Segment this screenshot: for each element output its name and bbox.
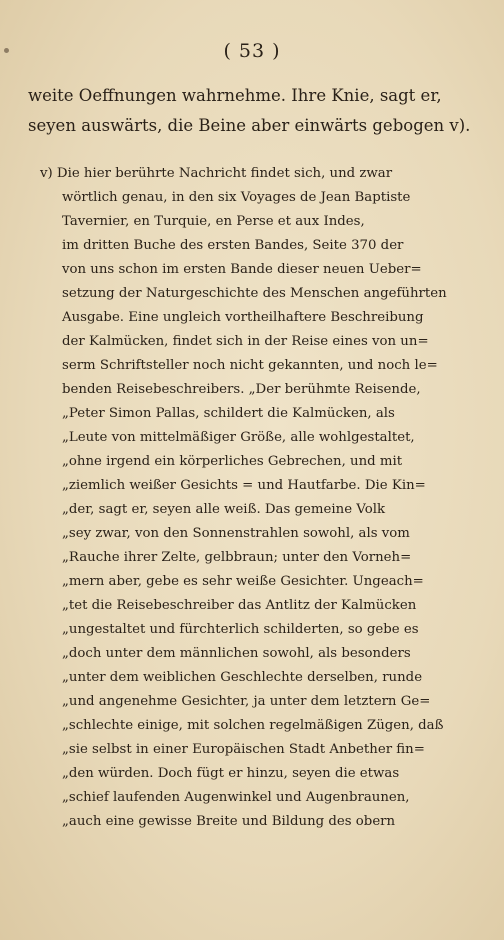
footnote-line: Ausgabe. Eine ungleich vortheilhaftere Beschreibung <box>62 310 424 325</box>
footnote-line: „den würden. Doch fügt er hinzu, seyen die etwas <box>62 766 400 781</box>
body-text-line: seyen auswärts, die Beine aber einwärts gebogen v). <box>28 116 471 135</box>
footnote-line: „schlechte einige, mit solchen regelmäßigen Zügen, daß <box>62 718 444 733</box>
footnote-line: „und angenehme Gesichter, ja unter dem letztern Ge= <box>62 694 431 709</box>
footnote-line: „sie selbst in einer Europäischen Stadt Anbether fin= <box>62 742 425 757</box>
footnote-line: „sey zwar, von den Sonnenstrahlen sowohl, als vom <box>62 526 410 541</box>
footnote-line: wörtlich genau, in den six Voyages de Jean Baptiste <box>62 190 411 205</box>
footnote-line: benden Reisebeschreibers. „Der berühmte Reisende, <box>62 382 421 397</box>
footnote-line: v) Die hier berührte Nachricht findet sich, und zwar <box>40 166 393 181</box>
footnote-line: „Rauche ihrer Zelte, gelbbraun; unter den Vorneh= <box>62 550 412 565</box>
footnote-line: Tavernier, en Turquie, en Perse et aux Indes, <box>62 214 365 229</box>
footnote-line: der Kalmücken, findet sich in der Reise eines von un= <box>62 334 429 349</box>
footnote-line: „tet die Reisebeschreiber das Antlitz der Kalmücken <box>62 598 417 613</box>
footnote-line: „Leute von mittelmäßiger Größe, alle wohlgestaltet, <box>62 430 415 445</box>
footnote-line: serm Schriftsteller noch nicht gekannten, und noch le= <box>62 358 438 373</box>
footnote-line: im dritten Buche des ersten Bandes, Seite 370 der <box>62 238 404 253</box>
page-number: ( 53 ) <box>223 40 281 62</box>
footnote-line: „schief laufenden Augenwinkel und Augenbraunen, <box>62 790 410 805</box>
footnote-line: von uns schon im ersten Bande dieser neuen Ueber= <box>62 262 422 277</box>
footnote-line: „ungestaltet und fürchterlich schilderten, so gebe es <box>62 622 419 637</box>
footnote-line: „doch unter dem männlichen sowohl, als besonders <box>62 646 411 661</box>
footnote-line: „auch eine gewisse Breite und Bildung des obern <box>62 814 396 829</box>
footnote-line: „der, sagt er, seyen alle weiß. Das gemeine Volk <box>62 502 386 517</box>
body-text-line: weite Oeffnungen wahrnehme. Ihre Knie, sagt er, <box>28 86 442 105</box>
footnote-line: „Peter Simon Pallas, schildert die Kalmücken, als <box>62 406 395 421</box>
footnote-line: „mern aber, gebe es sehr weiße Gesichter. Ungeach= <box>62 574 424 589</box>
footnote-line: „ohne irgend ein körperliches Gebrechen, und mit <box>62 454 403 469</box>
footnote-line: setzung der Naturgeschichte des Menschen angeführten <box>62 286 447 301</box>
footnote-line: „unter dem weiblichen Geschlechte derselben, runde <box>62 670 423 685</box>
footnote-line: „ziemlich weißer Gesichts = und Hautfarbe. Die Kin= <box>62 478 426 493</box>
